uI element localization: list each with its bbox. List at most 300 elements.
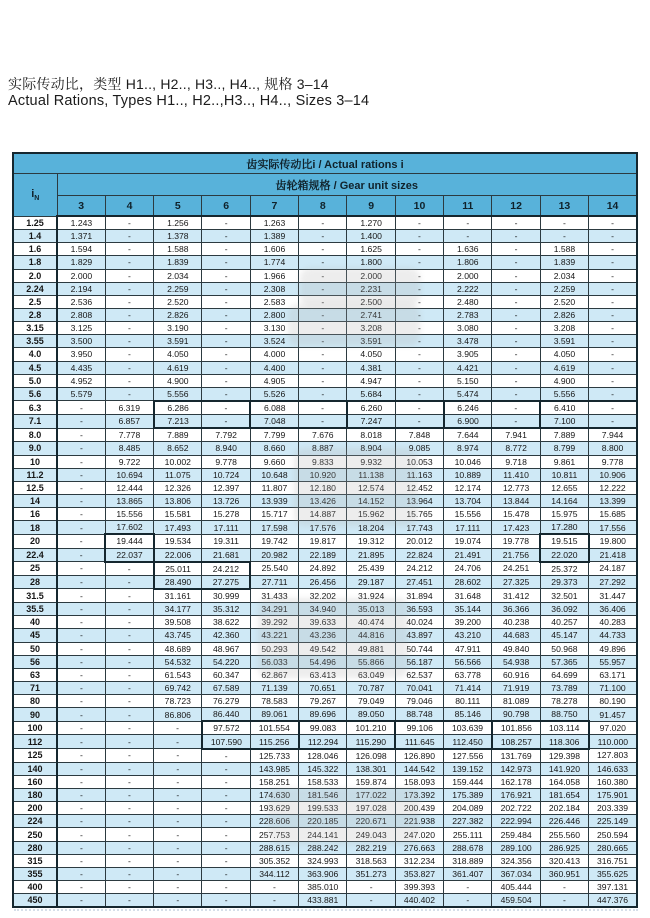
actual-ratio-cell: - xyxy=(202,295,250,308)
actual-ratio-cell: 7.048 xyxy=(250,415,298,429)
actual-ratio-cell: 21.681 xyxy=(202,548,250,562)
actual-ratio-cell: 40.474 xyxy=(347,616,395,629)
actual-ratio-cell: - xyxy=(57,762,105,775)
actual-ratio-cell: 17.576 xyxy=(299,521,347,535)
actual-ratio-cell: - xyxy=(57,828,105,841)
actual-ratio-cell: 31.433 xyxy=(250,589,298,603)
actual-ratio-cell: - xyxy=(202,867,250,880)
actual-ratio-cell: - xyxy=(105,655,153,668)
nominal-ratio-value: 400 xyxy=(13,881,57,894)
nominal-ratio-value: 90 xyxy=(13,708,57,722)
actual-ratio-cell: 2.231 xyxy=(347,282,395,295)
actual-ratio-cell: 131.769 xyxy=(492,749,540,763)
actual-ratio-cell: 44.733 xyxy=(589,629,637,642)
actual-ratio-cell: 97.020 xyxy=(589,721,637,735)
actual-ratio-cell: 3.190 xyxy=(154,322,202,335)
actual-ratio-cell: 6.260 xyxy=(347,401,395,415)
actual-ratio-cell: 28.602 xyxy=(444,575,492,589)
actual-ratio-cell: 4.000 xyxy=(250,348,298,361)
actual-ratio-cell: - xyxy=(202,894,250,908)
actual-ratio-cell: 385.010 xyxy=(299,881,347,894)
actual-ratio-cell: - xyxy=(250,894,298,908)
nominal-ratio-value: 450 xyxy=(13,894,57,908)
actual-ratio-cell: 7.247 xyxy=(347,415,395,429)
actual-ratio-cell: 63.413 xyxy=(299,668,347,681)
ratio-row xyxy=(13,322,637,335)
actual-ratio-cell: 5.474 xyxy=(444,387,492,401)
ratio-row xyxy=(13,828,637,841)
actual-ratio-cell: - xyxy=(105,762,153,775)
actual-ratio-cell: - xyxy=(492,387,540,401)
actual-ratio-cell: 138.301 xyxy=(347,762,395,775)
actual-ratio-cell: 7.941 xyxy=(492,428,540,442)
actual-ratio-cell: - xyxy=(444,881,492,894)
actual-ratio-cell: 8.485 xyxy=(105,442,153,455)
nominal-ratio-value: 3.55 xyxy=(13,335,57,348)
actual-ratio-cell: 31.412 xyxy=(492,589,540,603)
actual-ratio-cell: 64.699 xyxy=(540,668,588,681)
actual-ratio-cell: - xyxy=(105,668,153,681)
actual-ratio-cell: 2.520 xyxy=(154,295,202,308)
actual-ratio-cell: - xyxy=(202,815,250,828)
actual-ratio-cell: 7.792 xyxy=(202,428,250,442)
actual-ratio-cell: 19.444 xyxy=(105,534,153,548)
nominal-ratio-value: 9.0 xyxy=(13,442,57,455)
nominal-ratio-value: 45 xyxy=(13,629,57,642)
actual-ratio-cell: 316.751 xyxy=(589,854,637,867)
actual-ratio-cell: - xyxy=(202,282,250,295)
actual-ratio-cell: 15.717 xyxy=(250,508,298,521)
actual-ratio-cell: 12.452 xyxy=(395,481,443,494)
actual-ratio-cell: 91.457 xyxy=(589,708,637,722)
actual-ratio-cell: 71.139 xyxy=(250,681,298,694)
actual-ratio-cell: 17.598 xyxy=(250,521,298,535)
actual-ratio-cell: 1.263 xyxy=(250,216,298,230)
actual-ratio-cell: - xyxy=(154,841,202,854)
actual-ratio-cell: 10.724 xyxy=(202,468,250,481)
actual-ratio-cell: 255.560 xyxy=(540,828,588,841)
actual-ratio-cell: 1.588 xyxy=(154,243,202,256)
actual-ratio-cell: 5.556 xyxy=(154,387,202,401)
actual-ratio-cell: - xyxy=(540,894,588,908)
nominal-ratio-value: 224 xyxy=(13,815,57,828)
actual-ratio-cell: 1.270 xyxy=(347,216,395,230)
actual-ratio-cell: 1.400 xyxy=(347,230,395,243)
actual-ratio-cell: - xyxy=(57,668,105,681)
actual-ratio-cell: 228.606 xyxy=(250,815,298,828)
actual-ratio-cell: 158.251 xyxy=(250,775,298,788)
actual-ratio-cell: - xyxy=(589,256,637,269)
nominal-ratio-value: 3.15 xyxy=(13,322,57,335)
actual-ratio-cell: 144.542 xyxy=(395,762,443,775)
actual-ratio-cell: 79.049 xyxy=(347,695,395,708)
actual-ratio-cell: - xyxy=(202,854,250,867)
actual-ratio-cell: - xyxy=(105,575,153,589)
actual-ratio-cell: 363.906 xyxy=(299,867,347,880)
ratio-row xyxy=(13,603,637,616)
actual-ratio-cell: 86.806 xyxy=(154,708,202,722)
actual-ratio-cell: 181.654 xyxy=(540,789,588,802)
actual-ratio-cell: - xyxy=(57,534,105,548)
actual-ratio-cell: 129.398 xyxy=(540,749,588,763)
actual-ratio-cell: - xyxy=(105,721,153,735)
nominal-ratio-value: 2.5 xyxy=(13,295,57,308)
actual-ratio-cell: 3.591 xyxy=(540,335,588,348)
actual-ratio-cell: - xyxy=(202,256,250,269)
actual-ratio-cell: 9.932 xyxy=(347,455,395,468)
actual-ratio-cell: - xyxy=(105,348,153,361)
actual-ratio-cell: - xyxy=(492,243,540,256)
nominal-ratio-value: 6.3 xyxy=(13,401,57,415)
actual-ratio-cell: 56.033 xyxy=(250,655,298,668)
actual-ratio-cell: 13.399 xyxy=(589,494,637,507)
actual-ratio-cell: - xyxy=(589,282,637,295)
actual-ratio-cell: 19.742 xyxy=(250,534,298,548)
actual-ratio-cell: 2.826 xyxy=(540,308,588,321)
actual-ratio-cell: 288.242 xyxy=(299,841,347,854)
actual-ratio-cell: - xyxy=(154,867,202,880)
actual-ratio-cell: 4.050 xyxy=(347,348,395,361)
actual-ratio-cell: 280.665 xyxy=(589,841,637,854)
actual-ratio-cell: 63.778 xyxy=(444,668,492,681)
actual-ratio-cell: 4.421 xyxy=(444,361,492,374)
actual-ratio-cell: 89.061 xyxy=(250,708,298,722)
nominal-ratio-column-header: $i_N$ xyxy=(13,174,57,217)
actual-ratio-cell: 9.722 xyxy=(105,455,153,468)
actual-ratio-cell: 305.352 xyxy=(250,854,298,867)
actual-ratio-cell: 28.490 xyxy=(154,575,202,589)
actual-ratio-cell: 17.602 xyxy=(105,521,153,535)
nominal-ratio-value: 1.6 xyxy=(13,243,57,256)
nominal-ratio-value: 4.5 xyxy=(13,361,57,374)
actual-ratio-cell: - xyxy=(57,642,105,655)
actual-ratio-cell: 19.778 xyxy=(492,534,540,548)
actual-ratio-cell: - xyxy=(57,695,105,708)
nominal-ratio-value: 2.0 xyxy=(13,269,57,282)
actual-ratio-cell: 22.006 xyxy=(154,548,202,562)
table-header-actual-rations: 齿实际传动比i / Actual rations i xyxy=(13,153,637,174)
actual-ratio-cell: 71.414 xyxy=(444,681,492,694)
actual-ratio-cell: - xyxy=(492,269,540,282)
actual-ratio-cell: 1.371 xyxy=(57,230,105,243)
actual-ratio-cell: 286.925 xyxy=(540,841,588,854)
actual-ratio-cell: 5.556 xyxy=(540,387,588,401)
actual-ratio-cell: 112.294 xyxy=(299,735,347,749)
actual-ratio-cell: 3.208 xyxy=(540,322,588,335)
actual-ratio-cell: 61.543 xyxy=(154,668,202,681)
ratio-row xyxy=(13,735,637,749)
actual-ratio-cell: 6.857 xyxy=(105,415,153,429)
actual-ratio-cell: 49.542 xyxy=(299,642,347,655)
actual-ratio-cell: - xyxy=(395,256,443,269)
actual-ratio-cell: 10.811 xyxy=(540,468,588,481)
actual-ratio-cell: 12.326 xyxy=(154,481,202,494)
actual-ratio-cell: - xyxy=(154,735,202,749)
actual-ratio-cell: - xyxy=(395,387,443,401)
actual-ratio-cell: 227.382 xyxy=(444,815,492,828)
actual-ratio-cell: 57.365 xyxy=(540,655,588,668)
actual-ratio-cell: 353.827 xyxy=(395,867,443,880)
actual-ratio-cell: - xyxy=(589,308,637,321)
actual-ratio-cell: 289.100 xyxy=(492,841,540,854)
actual-ratio-cell: 3.591 xyxy=(347,335,395,348)
actual-ratio-cell: 288.615 xyxy=(250,841,298,854)
actual-ratio-cell: 2.034 xyxy=(540,269,588,282)
actual-ratio-cell: - xyxy=(395,308,443,321)
actual-ratio-cell: 40.257 xyxy=(540,616,588,629)
actual-ratio-cell: 34.940 xyxy=(299,603,347,616)
actual-ratio-cell: 7.778 xyxy=(105,428,153,442)
actual-ratio-cell: - xyxy=(105,216,153,230)
actual-ratio-cell: - xyxy=(299,282,347,295)
actual-ratio-cell: - xyxy=(154,815,202,828)
actual-ratio-cell: - xyxy=(105,322,153,335)
actual-ratio-cell: - xyxy=(154,749,202,763)
nominal-ratio-value: 16 xyxy=(13,508,57,521)
actual-ratio-cell: 20.012 xyxy=(395,534,443,548)
actual-ratio-cell: 62.537 xyxy=(395,668,443,681)
actual-ratio-cell: 15.685 xyxy=(589,508,637,521)
actual-ratio-cell: 103.639 xyxy=(444,721,492,735)
actual-ratio-cell: 79.267 xyxy=(299,695,347,708)
actual-ratio-cell: 24.187 xyxy=(589,562,637,576)
actual-ratio-cell: 40.238 xyxy=(492,616,540,629)
actual-ratio-cell: 54.220 xyxy=(202,655,250,668)
actual-ratio-cell: 70.041 xyxy=(395,681,443,694)
actual-ratio-cell: 10.694 xyxy=(105,468,153,481)
actual-ratio-cell: 32.202 xyxy=(299,589,347,603)
actual-ratio-cell: 13.426 xyxy=(299,494,347,507)
actual-ratio-cell: 10.046 xyxy=(444,455,492,468)
actual-ratio-cell: - xyxy=(299,243,347,256)
ratio-row xyxy=(13,361,637,374)
actual-ratio-cell: 101.856 xyxy=(492,721,540,735)
actual-ratio-cell: 13.964 xyxy=(395,494,443,507)
actual-ratio-cell: 9.861 xyxy=(540,455,588,468)
actual-ratio-cell: 351.273 xyxy=(347,867,395,880)
actual-ratio-cell: 360.951 xyxy=(540,867,588,880)
actual-ratio-cell: 55.957 xyxy=(589,655,637,668)
actual-ratio-cell: 6.088 xyxy=(250,401,298,415)
ratio-row xyxy=(13,534,637,548)
actual-ratio-cell: - xyxy=(154,854,202,867)
actual-ratio-cell: 9.718 xyxy=(492,455,540,468)
actual-ratio-cell: 43.210 xyxy=(444,629,492,642)
actual-ratio-cell: - xyxy=(57,589,105,603)
actual-ratio-cell: 24.212 xyxy=(395,562,443,576)
actual-ratio-cell: 15.556 xyxy=(444,508,492,521)
actual-ratio-cell: 200.439 xyxy=(395,802,443,815)
actual-ratio-cell: 5.684 xyxy=(347,387,395,401)
actual-ratio-cell: - xyxy=(57,681,105,694)
actual-ratio-cell: - xyxy=(105,749,153,763)
ratio-row xyxy=(13,695,637,708)
actual-ratio-cell: 34.291 xyxy=(250,603,298,616)
actual-ratio-cell: - xyxy=(202,216,250,230)
actual-ratio-cell: - xyxy=(105,308,153,321)
actual-ratio-cell: 13.806 xyxy=(154,494,202,507)
size-column-header: 13 xyxy=(540,196,588,217)
actual-ratio-cell: - xyxy=(250,881,298,894)
actual-ratio-cell: - xyxy=(492,295,540,308)
actual-ratio-cell: 6.900 xyxy=(444,415,492,429)
actual-ratio-cell: 7.100 xyxy=(540,415,588,429)
actual-ratio-cell: 2.520 xyxy=(540,295,588,308)
actual-ratio-cell: 15.962 xyxy=(347,508,395,521)
size-column-header: 10 xyxy=(395,196,443,217)
actual-ratio-cell: - xyxy=(105,681,153,694)
actual-ratio-cell: 27.292 xyxy=(589,575,637,589)
actual-ratio-cell: 12.180 xyxy=(299,481,347,494)
actual-ratio-cell: - xyxy=(589,401,637,415)
actual-ratio-cell: - xyxy=(492,308,540,321)
actual-ratio-cell: - xyxy=(105,562,153,576)
actual-ratio-cell: - xyxy=(492,401,540,415)
actual-ratio-cell: 10.002 xyxy=(154,455,202,468)
actual-ratio-cell: 118.306 xyxy=(540,735,588,749)
size-column-header: 6 xyxy=(202,196,250,217)
actual-ratio-cell: 71.919 xyxy=(492,681,540,694)
actual-ratio-cell: 43.221 xyxy=(250,629,298,642)
actual-ratio-cell: - xyxy=(57,867,105,880)
nominal-ratio-value: 112 xyxy=(13,735,57,749)
actual-ratio-cell: 17.493 xyxy=(154,521,202,535)
actual-ratio-cell: - xyxy=(105,230,153,243)
actual-ratio-cell: 8.799 xyxy=(540,442,588,455)
actual-ratio-cell: - xyxy=(57,562,105,576)
actual-ratio-cell: 14.164 xyxy=(540,494,588,507)
actual-ratio-cell: 112.450 xyxy=(444,735,492,749)
actual-ratio-cell: - xyxy=(540,881,588,894)
actual-ratio-cell: 4.900 xyxy=(540,374,588,387)
actual-ratio-cell: 25.372 xyxy=(540,562,588,576)
actual-ratio-cell: 2.741 xyxy=(347,308,395,321)
actual-ratio-cell: 101.554 xyxy=(250,721,298,735)
actual-ratio-cell: 24.706 xyxy=(444,562,492,576)
actual-ratio-cell: - xyxy=(105,802,153,815)
actual-ratio-cell: - xyxy=(57,815,105,828)
actual-ratio-cell: 42.360 xyxy=(202,629,250,642)
actual-ratio-cell: 1.256 xyxy=(154,216,202,230)
actual-ratio-cell: - xyxy=(395,322,443,335)
actual-ratio-cell: - xyxy=(444,216,492,230)
actual-ratio-cell: 257.753 xyxy=(250,828,298,841)
actual-ratio-cell: 2.783 xyxy=(444,308,492,321)
actual-ratio-cell: - xyxy=(202,828,250,841)
actual-ratio-cell: - xyxy=(589,216,637,230)
actual-ratio-cell: 29.187 xyxy=(347,575,395,589)
actual-ratio-cell: 89.696 xyxy=(299,708,347,722)
actual-ratio-cell: - xyxy=(299,308,347,321)
actual-ratio-cell: - xyxy=(540,230,588,243)
ratio-row xyxy=(13,762,637,775)
nominal-ratio-value: 315 xyxy=(13,854,57,867)
actual-ratio-cell: - xyxy=(202,230,250,243)
actual-ratio-cell: - xyxy=(395,243,443,256)
actual-ratio-cell: 3.905 xyxy=(444,348,492,361)
nominal-ratio-value: 18 xyxy=(13,521,57,535)
actual-ratio-cell: 7.676 xyxy=(299,428,347,442)
actual-ratio-cell: - xyxy=(299,415,347,429)
actual-ratio-cell: 318.563 xyxy=(347,854,395,867)
actual-ratio-cell: - xyxy=(202,881,250,894)
ratio-row xyxy=(13,308,637,321)
actual-ratio-cell: - xyxy=(105,841,153,854)
actual-ratio-cell: - xyxy=(395,335,443,348)
actual-ratio-cell: 1.829 xyxy=(57,256,105,269)
ratio-row xyxy=(13,642,637,655)
actual-ratio-cell: 4.952 xyxy=(57,374,105,387)
actual-ratio-cell: - xyxy=(589,230,637,243)
nominal-ratio-value: 28 xyxy=(13,575,57,589)
actual-ratio-cell: - xyxy=(395,348,443,361)
actual-ratio-cell: - xyxy=(105,775,153,788)
actual-ratio-cell: - xyxy=(57,415,105,429)
actual-ratio-cell: 9.085 xyxy=(395,442,443,455)
actual-ratio-cell: 2.826 xyxy=(154,308,202,321)
actual-ratio-cell: 60.916 xyxy=(492,668,540,681)
nominal-ratio-value: 20 xyxy=(13,534,57,548)
actual-ratio-cell: 1.839 xyxy=(540,256,588,269)
actual-ratio-cell: 7.889 xyxy=(540,428,588,442)
nominal-ratio-value: 180 xyxy=(13,789,57,802)
actual-ratio-cell: 17.111 xyxy=(444,521,492,535)
ratio-row xyxy=(13,589,637,603)
ratio-row xyxy=(13,335,637,348)
actual-ratio-cell: - xyxy=(299,401,347,415)
actual-ratio-cell: 8.800 xyxy=(589,442,637,455)
actual-ratio-cell: 3.080 xyxy=(444,322,492,335)
actual-ratio-cell: 1.800 xyxy=(347,256,395,269)
ratio-row xyxy=(13,802,637,815)
actual-ratio-cell: 221.938 xyxy=(395,815,443,828)
actual-ratio-cell: - xyxy=(202,361,250,374)
actual-ratio-cell: - xyxy=(202,762,250,775)
actual-ratio-cell: 3.500 xyxy=(57,335,105,348)
actual-ratio-cell: - xyxy=(105,867,153,880)
actual-ratio-cell: 3.950 xyxy=(57,348,105,361)
actual-ratio-cell: 70.787 xyxy=(347,681,395,694)
actual-ratio-cell: 8.018 xyxy=(347,428,395,442)
actual-ratio-cell: 2.808 xyxy=(57,308,105,321)
nominal-ratio-value: 2.24 xyxy=(13,282,57,295)
actual-ratio-cell: 181.546 xyxy=(299,789,347,802)
actual-ratio-cell: - xyxy=(492,374,540,387)
actual-ratio-cell: 67.589 xyxy=(202,681,250,694)
ratio-row xyxy=(13,269,637,282)
actual-ratio-cell: 4.381 xyxy=(347,361,395,374)
actual-ratio-cell: - xyxy=(57,481,105,494)
actual-ratio-cell: 44.816 xyxy=(347,629,395,642)
actual-ratio-cell: 145.322 xyxy=(299,762,347,775)
actual-ratio-cell: 10.648 xyxy=(250,468,298,481)
actual-ratio-cell: 9.660 xyxy=(250,455,298,468)
actual-ratio-cell: 7.644 xyxy=(444,428,492,442)
actual-ratio-cell: 247.020 xyxy=(395,828,443,841)
actual-ratio-cell: 1.588 xyxy=(540,243,588,256)
actual-ratio-cell: 2.308 xyxy=(250,282,298,295)
nominal-ratio-value: 200 xyxy=(13,802,57,815)
actual-ratio-cell: 128.046 xyxy=(299,749,347,763)
actual-ratio-cell: 6.410 xyxy=(540,401,588,415)
nominal-ratio-value: 4.0 xyxy=(13,348,57,361)
nominal-ratio-value: 1.4 xyxy=(13,230,57,243)
actual-ratio-cell: - xyxy=(589,322,637,335)
actual-ratio-cell: - xyxy=(57,894,105,908)
actual-ratio-cell: 226.446 xyxy=(540,815,588,828)
actual-ratio-cell: - xyxy=(57,442,105,455)
actual-ratio-cell: 10.920 xyxy=(299,468,347,481)
